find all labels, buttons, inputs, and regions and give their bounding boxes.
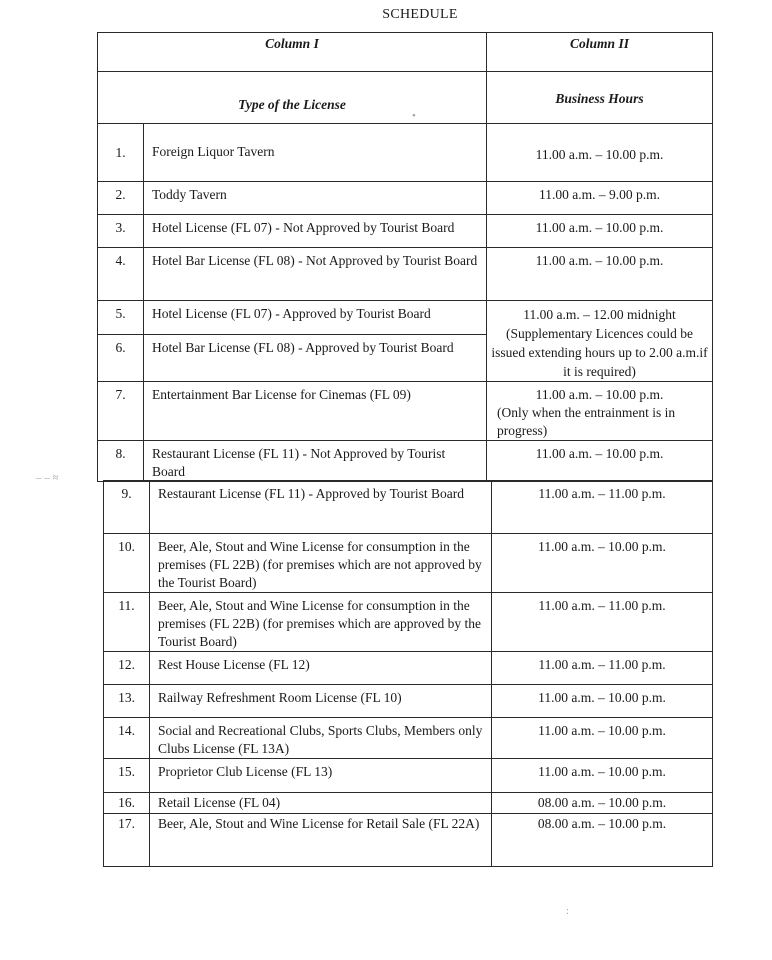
license-type: Beer, Ale, Stout and Wine License for consumption in the premises (FL 22B) (for premises which are approved by the Tourist Board) — [150, 593, 492, 652]
table-row — [104, 814, 713, 867]
business-hours: 11.00 a.m. – 11.00 p.m. — [492, 593, 713, 652]
page-title: SCHEDULE — [382, 7, 458, 22]
scan-speck: • — [412, 110, 416, 122]
license-type: Proprietor Club License (FL 13) — [150, 759, 492, 793]
license-type: Social and Recreational Clubs, Sports Clubs, Members only Clubs License (FL 13A) — [150, 718, 492, 759]
scan-mark: – – ≈ — [36, 472, 59, 484]
row-number: 9. — [104, 481, 150, 534]
row-number: 12. — [104, 652, 150, 685]
business-hours: 08.00 a.m. – 10.00 p.m. — [492, 793, 713, 814]
row-number: 14. — [104, 718, 150, 759]
row-number: 17. — [104, 814, 150, 867]
row-number: 10. — [104, 534, 150, 593]
business-hours: 11.00 a.m. – 10.00 p.m. — [492, 759, 713, 793]
table-row — [104, 534, 713, 593]
business-hours: 11.00 a.m. – 9.00 p.m. — [487, 182, 713, 215]
license-type: Hotel Bar License (FL 08) - Approved by Tourist Board — [144, 335, 487, 382]
row-number: 2. — [98, 182, 144, 215]
business-hours-header-cell — [487, 72, 713, 124]
license-type: Restaurant License (FL 11) - Approved by Tourist Board — [150, 481, 492, 534]
table-row — [98, 215, 713, 248]
table-row — [104, 685, 713, 718]
row-number: 15. — [104, 759, 150, 793]
business-hours: 11.00 a.m. – 10.00 p.m. — [492, 718, 713, 759]
merged-hours-main: 11.00 a.m. – 12.00 midnight — [523, 307, 676, 322]
type-of-license-header: Type of the License — [238, 97, 346, 112]
schedule-table-upper — [97, 32, 713, 482]
license-type: Rest House License (FL 12) — [150, 652, 492, 685]
license-type: Railway Refreshment Room License (FL 10) — [150, 685, 492, 718]
row-number: 13. — [104, 685, 150, 718]
business-hours-merged — [487, 301, 713, 382]
business-hours: 11.00 a.m. – 10.00 p.m. — [487, 441, 713, 482]
license-type: Hotel License (FL 07) - Approved by Tourist Board — [144, 301, 487, 335]
type-of-license-header-cell — [98, 72, 487, 124]
table-row — [98, 248, 713, 301]
table-row — [104, 718, 713, 759]
business-hours: 11.00 a.m. – 10.00 p.m. — [492, 534, 713, 593]
table-row — [98, 182, 713, 215]
business-hours-header: Business Hours — [555, 91, 644, 106]
row-number: 7. — [98, 382, 144, 441]
header-row-columns — [98, 33, 713, 72]
business-hours: 11.00 a.m. – 11.00 p.m. — [492, 481, 713, 534]
merged-hours-note: (Supplementary Licences could be issued extending hours up to 2.00 a.m.if it is required) — [491, 326, 708, 379]
scan-speck: : — [566, 905, 570, 917]
row-number: 5. — [98, 301, 144, 335]
row-number: 16. — [104, 793, 150, 814]
license-type: Beer, Ale, Stout and Wine License for Retail Sale (FL 22A) — [150, 814, 492, 867]
table-row — [104, 481, 713, 534]
table-row — [98, 441, 713, 482]
license-type: Entertainment Bar License for Cinemas (FL 09) — [144, 382, 487, 441]
schedule-table-lower — [103, 480, 713, 867]
table-row — [104, 593, 713, 652]
business-hours: 11.00 a.m. – 10.00 p.m. — [487, 215, 713, 248]
business-hours: 11.00 a.m. – 11.00 p.m. — [492, 652, 713, 685]
license-type: Beer, Ale, Stout and Wine License for consumption in the premises (FL 22B) (for premises which are not approved by the Tourist Board) — [150, 534, 492, 593]
table-row — [98, 124, 713, 182]
business-hours: 11.00 a.m. – 10.00 p.m. — [535, 387, 664, 402]
table-row — [104, 652, 713, 685]
hours-note: (Only when the entrainment is in progress) — [497, 405, 676, 438]
table-row — [104, 759, 713, 793]
row-number: 8. — [98, 441, 144, 482]
license-type: Foreign Liquor Tavern — [144, 124, 487, 182]
table-row — [104, 793, 713, 814]
license-type: Retail License (FL 04) — [150, 793, 492, 814]
business-hours: 11.00 a.m. – 10.00 p.m. — [492, 685, 713, 718]
row-number: 6. — [98, 335, 144, 382]
table-row — [98, 382, 713, 441]
column-i-header: Column I — [98, 33, 487, 72]
business-hours: 11.00 a.m. – 10.00 p.m. — [487, 124, 713, 182]
row-number: 11. — [104, 593, 150, 652]
license-type: Hotel Bar License (FL 08) - Not Approved by Tourist Board — [144, 248, 487, 301]
license-type: Hotel License (FL 07) - Not Approved by Tourist Board — [144, 215, 487, 248]
license-type: Toddy Tavern — [144, 182, 487, 215]
row-number: 1. — [98, 124, 144, 182]
business-hours-cell — [487, 382, 713, 441]
table-row — [98, 301, 713, 335]
header-row-labels — [98, 72, 713, 124]
business-hours: 08.00 a.m. – 10.00 p.m. — [492, 814, 713, 867]
license-type: Restaurant License (FL 11) - Not Approved by Tourist Board — [144, 441, 487, 482]
business-hours: 11.00 a.m. – 10.00 p.m. — [487, 248, 713, 301]
row-number: 4. — [98, 248, 144, 301]
row-number: 3. — [98, 215, 144, 248]
column-ii-header: Column II — [487, 33, 713, 72]
